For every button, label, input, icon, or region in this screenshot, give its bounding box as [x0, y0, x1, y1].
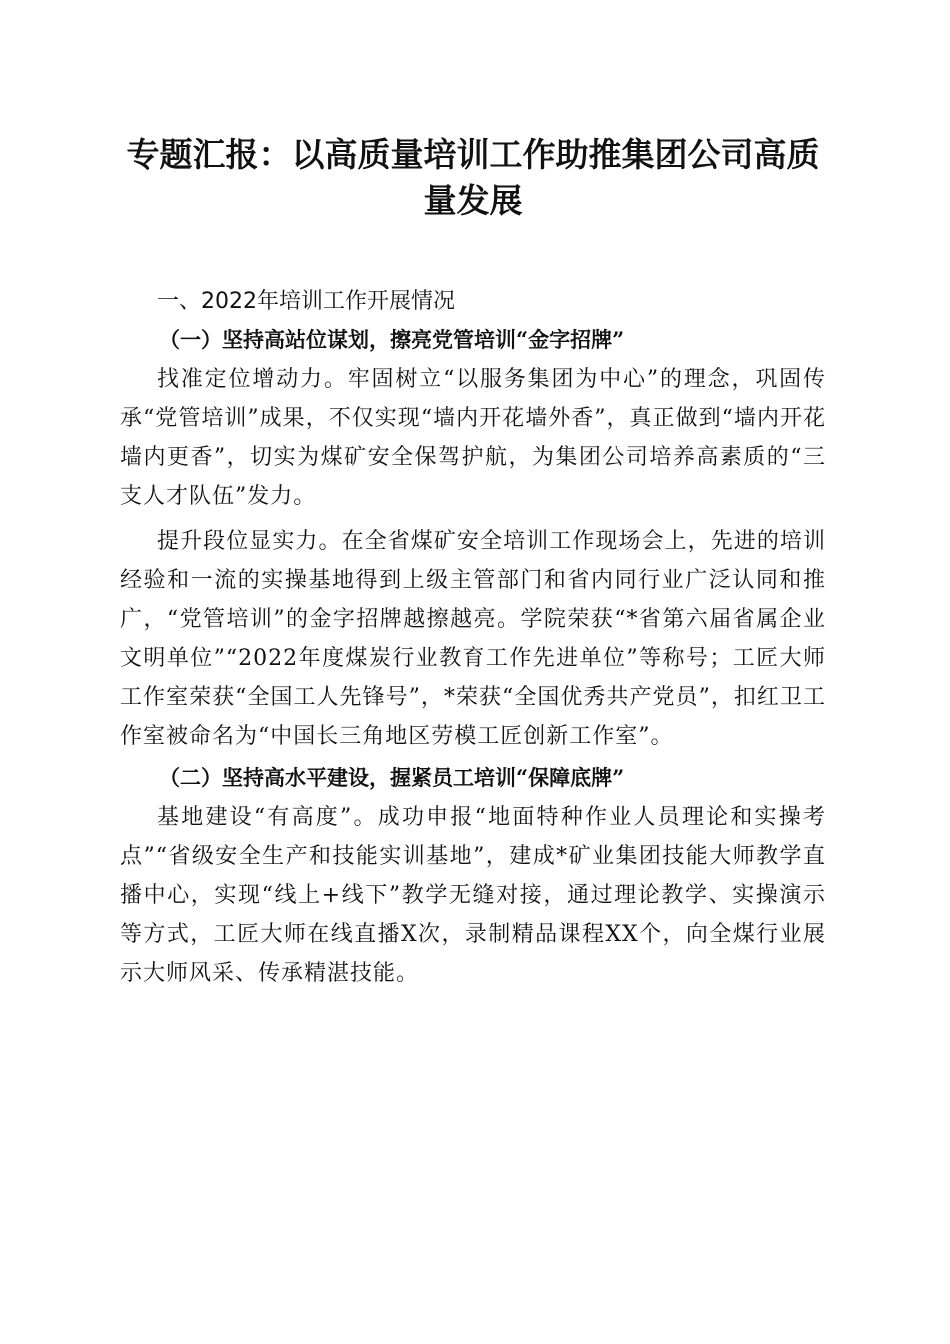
- paragraph: 基地建设“有高度”。成功申报“地面特种作业人员理论和实操考点”“省级安全生产和技能实训基地”，建成*矿业集团技能大师教学直播中心，实现“线上+线下”教学无缝对接，通过理论教学、实操演示等方式，工匠大师在线直播X次，录制精品课程XX个，向全煤行业展示大师风采、传承精湛技能。: [120, 805, 826, 986]
- subsection-heading-1: （一）坚持高站位谋划，擦亮党管培训“金字招牌”: [159, 327, 625, 352]
- subsection-heading-2: （二）坚持高水平建设，握紧员工培训“保障底牌”: [159, 765, 625, 790]
- document-title: 专题汇报：以高质量培训工作助推集团公司高质量发展: [126, 135, 820, 220]
- section-heading-1: 一、2022年培训工作开展情况: [157, 289, 455, 314]
- document-page: [120, 132, 826, 993]
- paragraph: 找准定位增动力。牢固树立“以服务集团为中心”的理念，巩固传承“党管培训”成果，不仅实现“墙内开花墙外香”，真正做到“墙内开花墙内更香”，切实为煤矿安全保驾护航，为集团公司培养高素质的“三支人才队伍”发力。: [120, 367, 826, 509]
- paragraph: 提升段位显实力。在全省煤矿安全培训工作现场会上，先进的培训经验和一流的实操基地得到上级主管部门和省内同行业广泛认同和推广，“党管培训”的金字招牌越擦越亮。学院荣获“*省第六届省属企业文明单位”“2022年度煤炭行业教育工作先进单位”等称号；工匠大师工作室荣获“全国工人先锋号”，*荣获“全国优秀共产党员”，扣红卫工作室被命名为“中国长三角地区劳模工匠创新工作室”。: [120, 529, 826, 749]
